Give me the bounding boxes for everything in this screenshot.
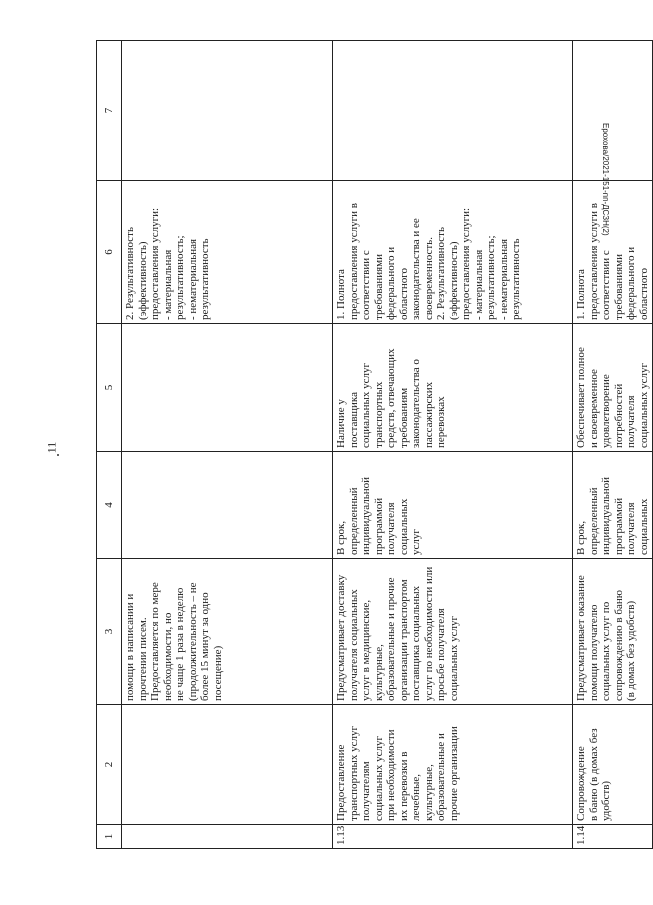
cell-conditions — [122, 41, 333, 181]
cell-indicators: 1. Полнота предоставления услуги в соответствии с требованиями федерального и областного — [573, 181, 653, 324]
table-row — [122, 41, 333, 849]
header-cell-7: 7 — [97, 41, 122, 181]
cell-indicators: 2. Результативность (эффективность) предоставления услуги: - материальная результативность; - нематериальная результативность — [122, 181, 333, 324]
header-cell-1: 1 — [97, 825, 122, 849]
cell-conditions — [333, 41, 573, 181]
header-row — [97, 41, 122, 849]
table-row — [333, 41, 573, 849]
page-dot — [57, 454, 59, 456]
cell-service-name — [122, 705, 333, 825]
cell-volume: Наличие у поставщика социальных услуг транспортных средств, отвечающих требованиям законодательства о пассажирских перевозках — [333, 324, 573, 452]
cell-term — [122, 452, 333, 559]
cell-term: В срок, определенный индивидуальной программой получателя социальных — [573, 452, 653, 559]
cell-service-name: Предоставление транспортных услуг получателям социальных услуг при необходимости их перевозки в лечебные, культурные, образовательные и прочие организации — [333, 705, 573, 825]
header-cell-3: 3 — [97, 559, 122, 705]
cell-number: 1.14 — [573, 825, 653, 849]
cell-description: помощи в написании и прочтении писем. Предоставляется по мере необходимости, но не чаще 1 раза в неделю (продолжительность – не более 15 минут за одно посещение) — [122, 559, 333, 705]
cell-service-name: Сопровождение в баню (в домах без удобств) — [573, 705, 653, 825]
cell-indicators: 1. Полнота предоставления услуги в соответствии с требованиями федерального и областного законодательства и ее своевременность. 2. Результативность (эффективность) предоставления услуги: - материальная результативность; - нематериальная результативность — [333, 181, 573, 324]
header-cell-4: 4 — [97, 452, 122, 559]
table-row — [573, 41, 653, 849]
cell-description: Предусматривает оказание помощи получателю социальных услуг по сопровождению в баню (в домах без удобств) — [573, 559, 653, 705]
cell-volume — [122, 324, 333, 452]
cell-term: В срок, определенный индивидуальной программой получателя социальных услуг — [333, 452, 573, 559]
services-table — [96, 40, 653, 849]
header-cell-5: 5 — [97, 324, 122, 452]
cell-volume: Обеспечивает полное и своевременное удовлетворение потребностей получателя социальных услуг — [573, 324, 653, 452]
cell-conditions — [573, 41, 653, 181]
doc-id-text: Ерохова/2021-151-пп-ДСЗН(2) — [601, 123, 610, 236]
cell-number: 1.13 — [333, 825, 573, 849]
header-cell-6: 6 — [97, 181, 122, 324]
page-number: 11 — [44, 441, 59, 454]
header-cell-2: 2 — [97, 705, 122, 825]
cell-number — [122, 825, 333, 849]
cell-description: Предусматривает доставку получателя социальных услуг в медицинские, культурные, образовательные и прочие организации транспортом поставщика социальных услуг по необходимости или просьбе получателя социальных услуг — [333, 559, 573, 705]
